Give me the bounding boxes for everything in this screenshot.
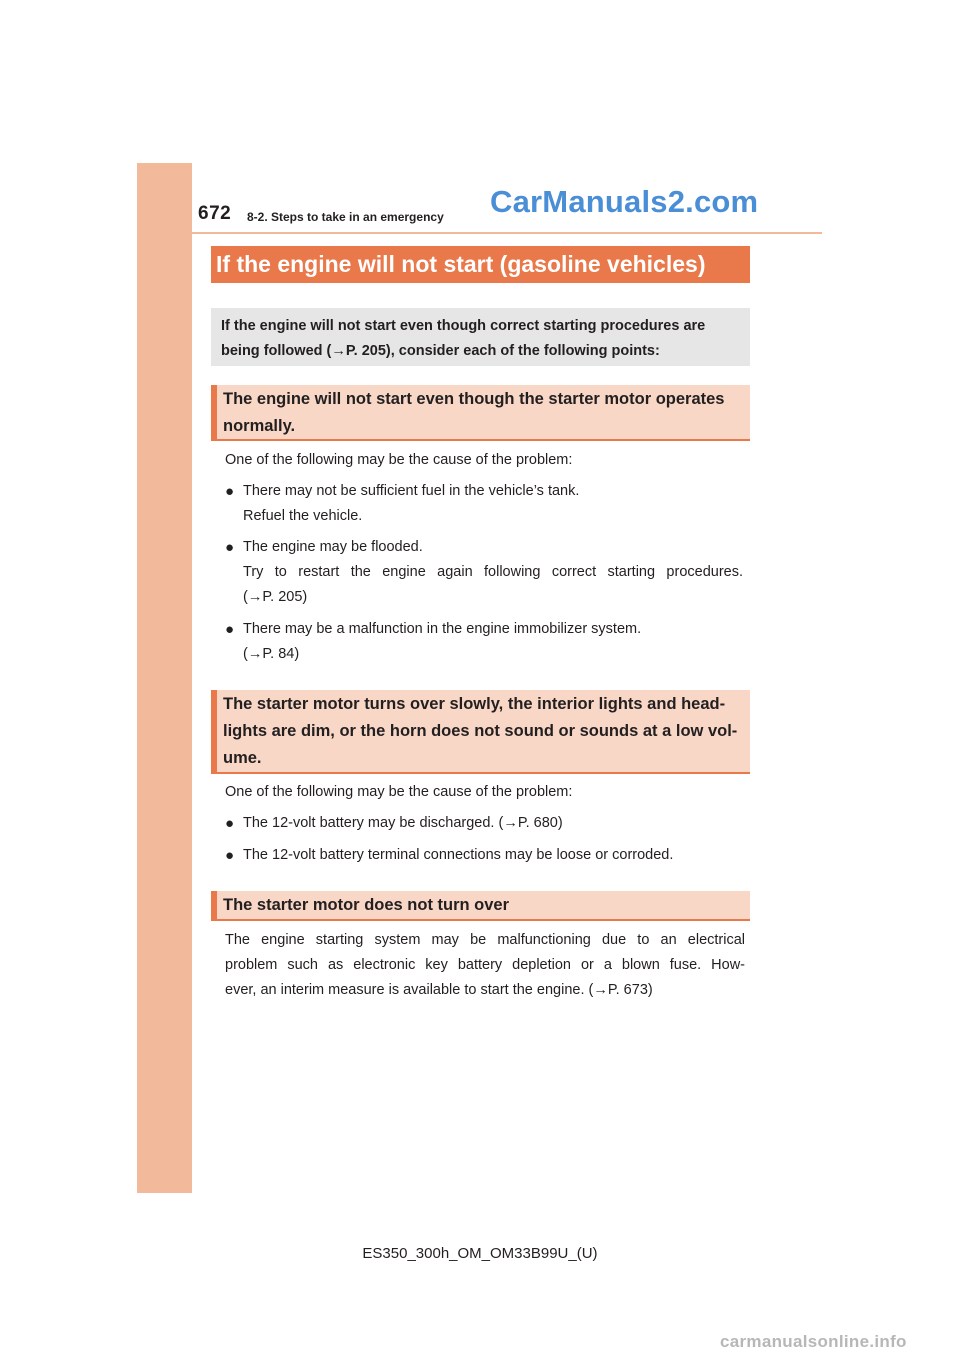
subheading-line: The starter motor turns over slowly, the interior lights and head- — [223, 695, 726, 713]
subheading-line: ume. — [223, 749, 262, 767]
body-paragraph-line: problem such as electronic key battery depletion or a blown fuse. How- — [225, 957, 745, 973]
subheading-starter-slow — [211, 690, 750, 774]
bullet-text: The engine may be flooded. — [243, 539, 423, 555]
bullet-icon: ● — [225, 621, 235, 638]
body-paragraph-line: ever, an interim measure is available to start the engine. (→P. 673) — [225, 982, 653, 998]
intro-line: If the engine will not start even though correct starting procedures are — [221, 318, 706, 334]
watermark-bottom: carmanualsonline.info — [720, 1332, 907, 1351]
subheading-line: The starter motor does not turn over — [223, 896, 510, 914]
watermark-top: CarManuals2.com — [490, 184, 759, 219]
bullet-text: Try to restart the engine again following correct starting procedures. — [243, 564, 743, 580]
bullet-icon: ● — [225, 815, 235, 832]
bullet-icon: ● — [225, 539, 235, 556]
bullet-icon: ● — [225, 483, 235, 500]
subheading-line: The engine will not start even though the starter motor operates — [223, 390, 725, 408]
bullet-text: There may not be sufficient fuel in the vehicle’s tank. — [243, 483, 580, 499]
page-number: 672 — [198, 203, 232, 224]
subheading-starter-no-turn — [211, 891, 750, 921]
page-title: If the engine will not start (gasoline vehicles) — [211, 246, 750, 283]
bullet-text: There may be a malfunction in the engine immobilizer system. — [243, 621, 642, 637]
side-color-bar — [137, 163, 192, 1193]
subheading-line: normally. — [223, 417, 296, 435]
intro-line: being followed (→P. 205), consider each of the following points: — [221, 343, 660, 359]
subheading-line: lights are dim, or the horn does not sound or sounds at a low vol- — [223, 722, 738, 740]
section-lead: One of the following may be the cause of the problem: — [225, 452, 573, 468]
body-paragraph-line: The engine starting system may be malfunctioning due to an electrical — [225, 932, 745, 948]
bullet-text: The 12-volt battery terminal connections may be loose or corroded. — [243, 847, 674, 863]
intro-box — [211, 308, 750, 366]
subheading-starter-normal — [211, 385, 750, 441]
bullet-text: The 12-volt battery may be discharged. (→P. 680) — [243, 815, 563, 831]
header-divider — [192, 232, 822, 234]
document-code: ES350_300h_OM_OM33B99U_(U) — [362, 1245, 598, 1262]
bullet-text: Refuel the vehicle. — [243, 508, 363, 524]
bullet-text: (→P. 84) — [243, 646, 300, 662]
bullet-icon: ● — [225, 847, 235, 864]
bullet-text: (→P. 205) — [243, 589, 308, 605]
section-lead: One of the following may be the cause of the problem: — [225, 784, 573, 800]
section-breadcrumb: 8-2. Steps to take in an emergency — [247, 210, 444, 224]
list-item — [225, 535, 743, 615]
